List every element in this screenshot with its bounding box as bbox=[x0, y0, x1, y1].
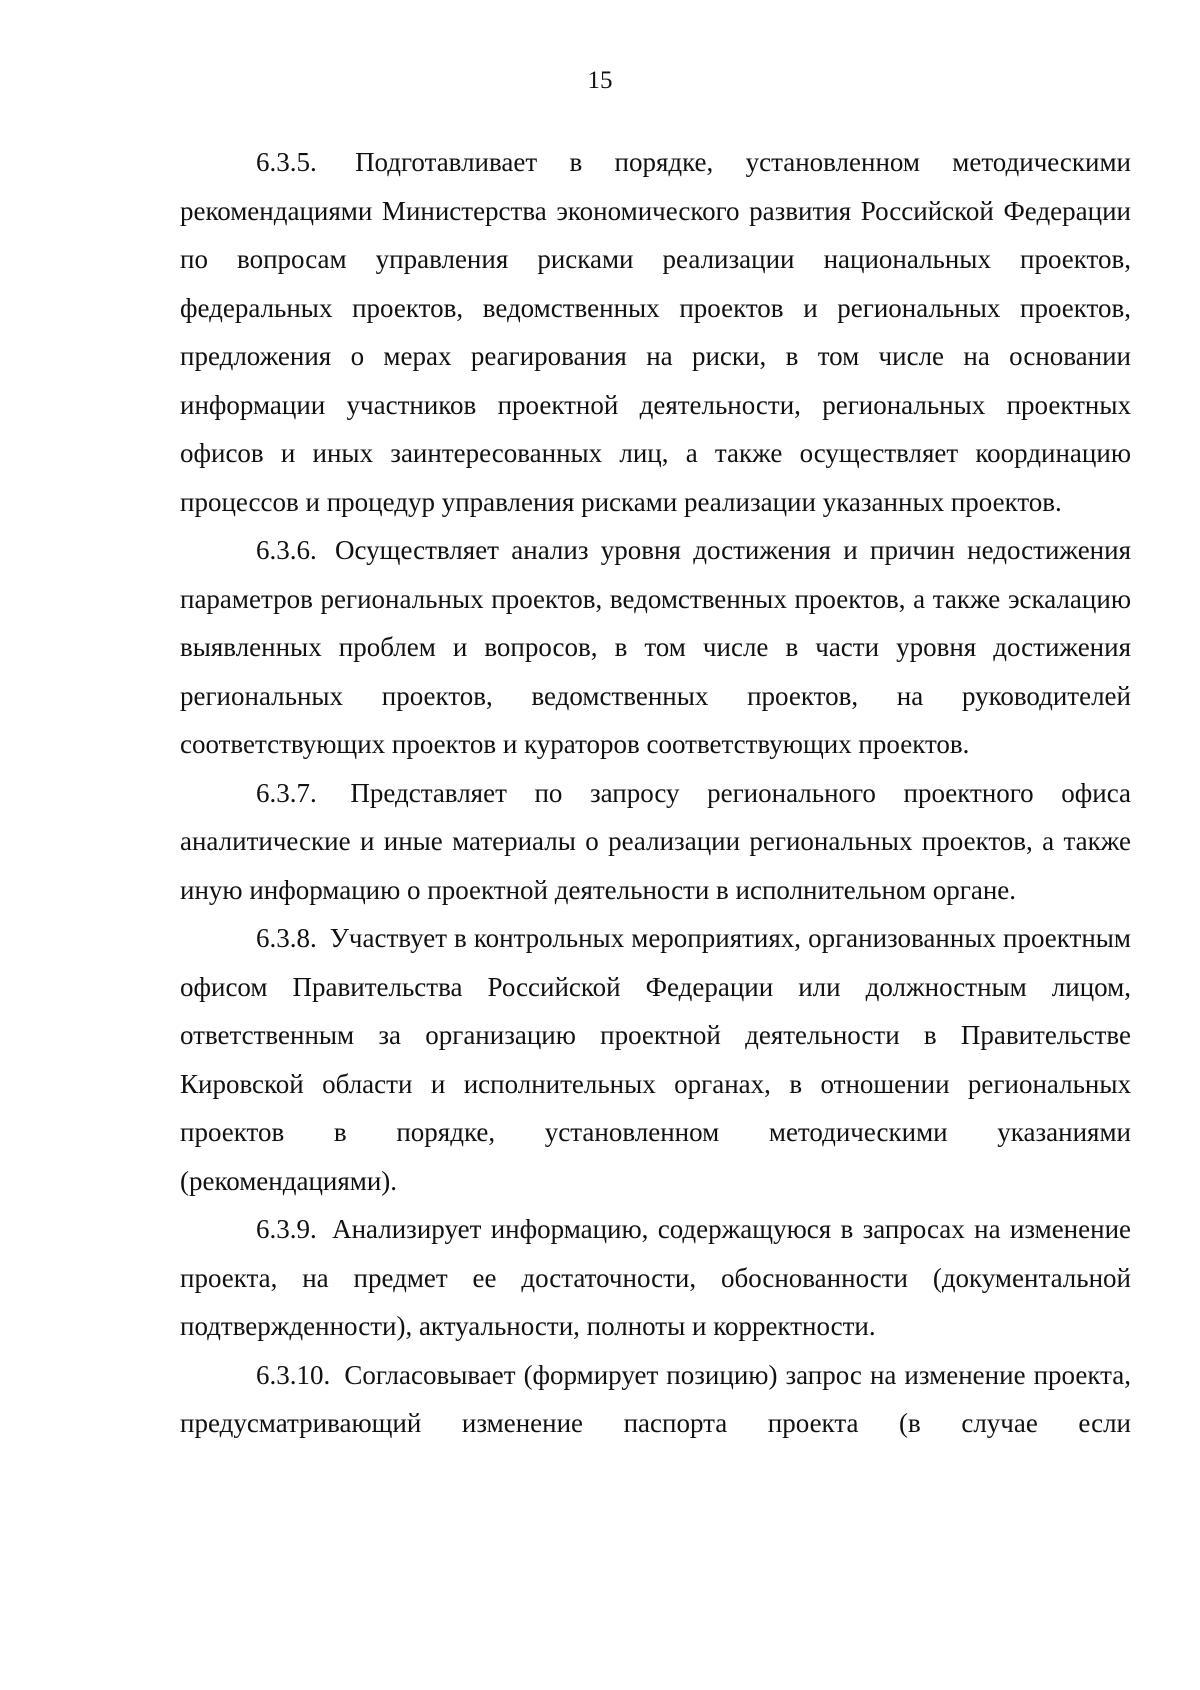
paragraph-number: 6.3.10. bbox=[256, 1359, 331, 1390]
paragraph-number: 6.3.8. bbox=[256, 923, 317, 953]
paragraph-number: 6.3.9. bbox=[256, 1214, 317, 1244]
paragraph-text: Согласовывает (формирует позицию) запрос на изменение проекта, предусматривающий изменение паспорта проекта (в случае если bbox=[180, 1359, 1131, 1438]
paragraph-6-3-8 bbox=[180, 914, 1131, 1205]
page-number: 15 bbox=[587, 67, 613, 94]
paragraph-6-3-5 bbox=[180, 138, 1131, 526]
paragraph-6-3-7 bbox=[180, 769, 1131, 915]
paragraph-text: Представляет по запросу регионального проектного офиса аналитические и иные материалы о реализации региональных проектов, а также иную информацию о проектной деятельности в исполнительном органе. bbox=[180, 777, 1132, 905]
paragraph-6-3-9 bbox=[180, 1205, 1131, 1351]
paragraph-text: Анализирует информацию, содержащуюся в запросах на изменение проекта, на предмет ее достаточности, обоснованности (документальной подтвержденности), актуальности, полноты и корректности. bbox=[180, 1214, 1131, 1341]
paragraph-number: 6.3.5. bbox=[256, 147, 317, 177]
paragraph-text: Участвует в контрольных мероприятиях, организованных проектным офисом Правительства Российской Федерации или должностным лицом, ответственным за организацию проектной деятельности в Правительстве Кировской области и исполнительных органах, в отношении региональных проектов в порядке, установленном методическими указаниями (рекомендациями). bbox=[180, 923, 1131, 1196]
paragraph-text: Осуществляет анализ уровня достижения и причин недостижения параметров региональных проектов, ведомственных проектов, а также эскалацию выявленных проблем и вопросов, в том числе в части уровня достижения региональных проектов, ведомственных проектов, на руководителей соответствующих проектов и кураторов соответствующих проектов. bbox=[180, 535, 1131, 759]
document-body bbox=[180, 138, 1131, 1448]
paragraph-6-3-6 bbox=[180, 526, 1131, 769]
paragraph-6-3-10 bbox=[180, 1351, 1131, 1448]
paragraph-number: 6.3.7. bbox=[256, 777, 317, 808]
paragraph-text: Подготавливает в порядке, установленном методическими рекомендациями Министерства экономического развития Российской Федерации по вопросам управления рисками реализации национальных проектов, федеральных проектов, ведомственных проектов и региональных проектов, предложения о мерах реагирования на риски, в том числе на основании информации участников проектной деятельности, региональных проектных офисов и иных заинтересованных лиц, а также осуществляет координацию процессов и процедур управления рисками реализации указанных проектов. bbox=[180, 147, 1132, 517]
paragraph-number: 6.3.6. bbox=[256, 535, 317, 565]
